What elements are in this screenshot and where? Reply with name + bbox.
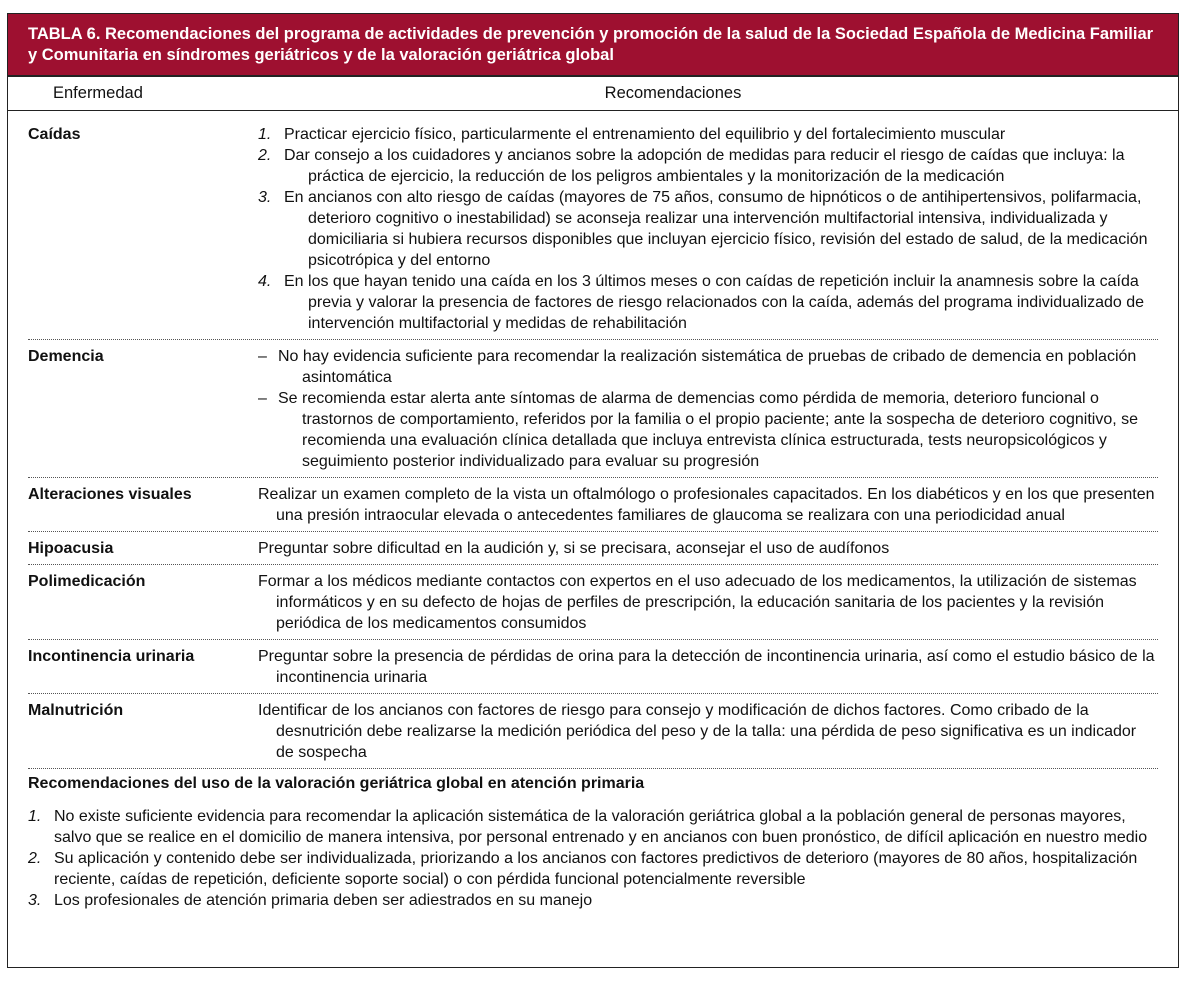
table-row xyxy=(28,565,1158,640)
recommendations-cell xyxy=(258,700,1158,763)
table-row xyxy=(28,340,1158,478)
header-enfermedad: Enfermedad xyxy=(53,84,143,102)
recommendations-cell xyxy=(258,538,1158,559)
disease-name: Incontinencia urinaria xyxy=(28,648,195,665)
recommendation-item xyxy=(258,187,1158,271)
disease-name: Caídas xyxy=(28,126,81,143)
recommendation-item xyxy=(258,124,1158,145)
table-frame xyxy=(7,13,1179,968)
global-item xyxy=(28,890,1158,911)
recommendation-text: Realizar un examen completo de la vista un oftalmólogo o profesionales capacitados. En los diabéticos y en los que presenten una presión intraocular elevada o antecedentes familiares de glaucoma se realizara con una periodicidad anual xyxy=(258,486,1155,524)
item-marker: 1. xyxy=(28,808,42,825)
recommendation-text: Formar a los médicos mediante contactos con expertos en el uso adecuado de los medicamentos, la utilización de sistemas informáticos y en su defecto de hojas de perfiles de prescripción, la educación sanitaria de los pacientes y la revisión periódica de los medicamentos consumidos xyxy=(258,573,1137,632)
item-marker: 1. xyxy=(258,126,272,143)
table-title: TABLA 6. Recomendaciones del programa de actividades de prevención y promoción de la salud de la Sociedad Española de Medicina Familiar y Comunitaria en síndromes geriátricos y de la valoración geriátrica global xyxy=(8,14,1178,77)
recommendation-text: Preguntar sobre dificultad en la audición y, si se precisara, aconsejar el uso de audífonos xyxy=(258,540,890,557)
recommendations-cell xyxy=(258,346,1158,472)
recommendations-cell xyxy=(258,124,1158,334)
item-text: Dar consejo a los cuidadores y ancianos sobre la adopción de medidas para reducir el riesgo de caídas que incluya: la práctica de ejercicio, la reducción de los peligros ambientales y la monitorización de la medicación xyxy=(284,147,1125,185)
global-section xyxy=(8,769,1178,911)
recommendation-item xyxy=(258,388,1158,472)
item-text: Los profesionales de atención primaria deben ser adiestrados en su manejo xyxy=(54,892,593,909)
recommendation-item xyxy=(258,346,1158,388)
item-marker: 2. xyxy=(28,850,42,867)
item-text: Su aplicación y contenido debe ser individualizada, priorizando a los ancianos con factores predictivos de deterioro (mayores de 80 años, hospitalización reciente, caídas de repetición, deficiente soporte social) o con pérdida funcional potencialmente reversible xyxy=(54,850,1138,888)
header-recomendaciones: Recomendaciones xyxy=(604,84,742,102)
table-row xyxy=(28,532,1158,565)
item-marker: – xyxy=(258,348,267,365)
column-headers xyxy=(8,77,1178,111)
item-marker: 2. xyxy=(258,147,272,164)
item-text: Se recomienda estar alerta ante síntomas de alarma de demencias como pérdida de memoria, deterioro funcional o trastornos de comportamiento, referidos por la familia o el propio paciente; ante la sospecha de deterioro cognitivo, se recomienda una evaluación clínica detallada que incluya entrevista clínica estructurada, tests neuropsicológicos y seguimiento posterior individualizado para evaluar su progresión xyxy=(278,390,1139,470)
item-text: No hay evidencia suficiente para recomendar la realización sistemática de pruebas de cribado de demencia en población asintomática xyxy=(278,348,1137,386)
item-marker: – xyxy=(258,390,267,407)
disease-name: Hipoacusia xyxy=(28,540,114,557)
disease-name: Polimedicación xyxy=(28,573,146,590)
recommendation-item xyxy=(258,271,1158,334)
disease-name: Malnutrición xyxy=(28,702,124,719)
item-text: Practicar ejercicio físico, particularmente el entrenamiento del equilibrio y del fortalecimiento muscular xyxy=(284,126,1006,143)
table-body xyxy=(8,111,1178,769)
global-item xyxy=(28,848,1158,890)
global-heading: Recomendaciones del uso de la valoración geriátrica global en atención primaria xyxy=(28,775,645,792)
global-item xyxy=(28,806,1158,848)
disease-name: Demencia xyxy=(28,348,104,365)
item-marker: 4. xyxy=(258,273,272,290)
item-text: En ancianos con alto riesgo de caídas (mayores de 75 años, consumo de hipnóticos o de antihipertensivos, polifarmacia, deterioro cognitivo o inestabilidad) se aconseja realizar una intervención multifactorial intensiva, individualizada y domiciliaria si hubiera recursos disponibles que incluyan ejercicio físico, revisión del estado de salud, de la medicación psicotrópica y del entorno xyxy=(284,189,1148,269)
recommendation-item xyxy=(258,145,1158,187)
item-text: No existe suficiente evidencia para recomendar la aplicación sistemática de la valoración geriátrica global a la población general de personas mayores, salvo que se realice en el domicilio de manera intensiva, por personal entrenado y en ancianos con buen pronóstico, de difícil aplicación en nuestro medio xyxy=(54,808,1148,846)
item-marker: 3. xyxy=(28,892,42,909)
disease-name: Alteraciones visuales xyxy=(28,486,192,503)
table-row xyxy=(28,111,1158,340)
recommendations-cell xyxy=(258,484,1158,526)
table-row xyxy=(28,478,1158,532)
table-row xyxy=(28,640,1158,694)
table-row xyxy=(28,694,1158,769)
recommendations-cell xyxy=(258,646,1158,688)
recommendations-cell xyxy=(258,571,1158,634)
item-marker: 3. xyxy=(258,189,272,206)
item-text: En los que hayan tenido una caída en los 3 últimos meses o con caídas de repetición incluir la anamnesis sobre la caída previa y valorar la presencia de factores de riesgo relacionados con la caída, además del programa individualizado de intervención multifactorial y medidas de rehabilitación xyxy=(284,273,1145,332)
global-list xyxy=(28,806,1158,911)
recommendation-text: Identificar de los ancianos con factores de riesgo para consejo y modificación de dichos factores. Como cribado de la desnutrición debe realizarse la medición periódica del peso y de la talla: una pérdida de peso significativa es un indicador de sospecha xyxy=(258,702,1137,761)
recommendation-text: Preguntar sobre la presencia de pérdidas de orina para la detección de incontinencia urinaria, así como el estudio básico de la incontinencia urinaria xyxy=(258,648,1155,686)
